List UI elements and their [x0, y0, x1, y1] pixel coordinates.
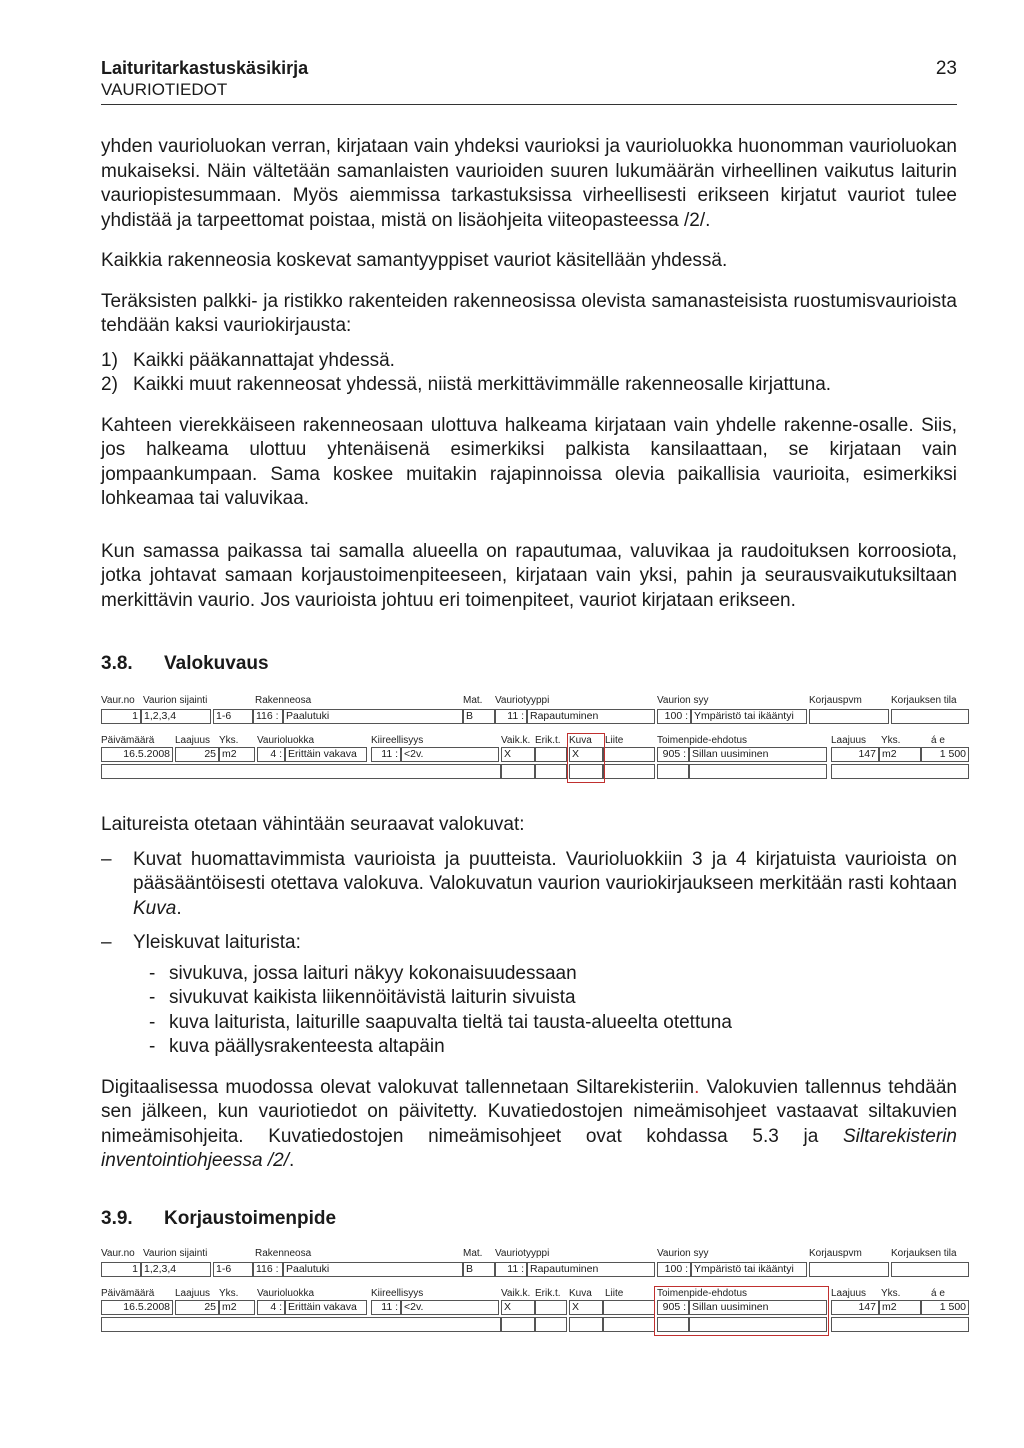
label-vaur-no: Vaur.no: [101, 695, 135, 706]
field-sijainti[interactable]: 1,2,3,4: [141, 709, 211, 724]
field-syy-code[interactable]: 100 :: [657, 1262, 691, 1277]
label-ae: á e: [931, 735, 945, 746]
field-liite[interactable]: [603, 747, 655, 762]
label-vaikk: Vaik.k.: [501, 1287, 531, 1299]
sub-text: kuva päällysrakenteesta altapäin: [169, 1036, 445, 1057]
field-yks[interactable]: m2: [219, 1300, 255, 1315]
label-syy: Vaurion syy: [657, 695, 709, 706]
field-mat[interactable]: B: [463, 709, 495, 724]
label-vaurioluokka: Vaurioluokka: [257, 735, 315, 746]
field-luokka-name[interactable]: Erittäin vakava: [285, 1300, 367, 1315]
label-yks: Yks.: [219, 735, 239, 746]
label-toimenpide: Toimenpide-ehdotus: [657, 1287, 748, 1299]
sub-bullet: -: [149, 987, 156, 1008]
label-erikt: Erik.t.: [535, 735, 561, 746]
label-sijainti: Vaurion sijainti: [143, 695, 208, 706]
field-rak-code[interactable]: 116 :: [253, 1262, 283, 1277]
label-vaurioluokka: Vaurioluokka: [257, 1287, 315, 1299]
list-text: Kaikki muut rakenneosat yhdessä, niistä merkittävimmälle rakenneosalle kirjattuna.: [133, 374, 832, 395]
field-kiire-code[interactable]: 11 :: [371, 1300, 401, 1315]
photo-item-text: Yleiskuvat laiturista:: [133, 932, 301, 953]
label-syy: Vaurion syy: [657, 1247, 709, 1259]
photo-item-2: [101, 931, 957, 956]
paragraph-2: Kaikkia rakenneosia koskevat samantyyppiset vauriot käsitellään yhdessä.: [101, 250, 728, 271]
field-notes-erikt[interactable]: [535, 764, 567, 779]
label-mat: Mat.: [463, 695, 483, 706]
sub-item: [149, 986, 957, 1011]
numbered-list: [101, 349, 957, 398]
label-yks2: Yks.: [881, 735, 901, 746]
label-laajuus2: Laajuus: [831, 1287, 867, 1299]
text-span: Kuvat huomattavimmista vaurioista ja puutteista. Vaurioluokkiin 3 ja 4 kirjatuista vaurioista on pääsääntöisesti otettava valokuva. Valokuvatun vaurion vauriokirjaukseen merkitään rasti kohtaan: [133, 848, 957, 894]
field-toim-code[interactable]: 905 :: [657, 747, 689, 762]
text-span: .: [289, 1150, 295, 1171]
sub-text: sivukuva, jossa laituri näkyy kokonaisuudessaan: [169, 962, 577, 984]
section-heading-korjaustoimenpide: [101, 1208, 957, 1230]
section-number: 3.9.: [101, 1207, 133, 1229]
label-liite: Liite: [605, 1287, 624, 1299]
photo-item-text: [133, 848, 957, 922]
field-erikt[interactable]: [535, 1300, 567, 1315]
field-luokka-code[interactable]: 4 :: [257, 747, 285, 762]
field-range[interactable]: 1-6: [213, 1262, 253, 1277]
section-heading-valokuvaus: [101, 653, 957, 675]
label-kuva: Kuva: [569, 735, 592, 746]
list-item: [101, 349, 957, 374]
label-yks2: Yks.: [881, 1287, 901, 1299]
sub-bullet: -: [149, 962, 156, 984]
label-rakenneosa: Rakenneosa: [255, 695, 312, 706]
field-notes-toim[interactable]: [689, 764, 827, 779]
field-yks2[interactable]: m2: [879, 1300, 921, 1315]
field-sijainti[interactable]: 1,2,3,4: [141, 1262, 211, 1277]
label-kiireellisyys: Kiireellisyys: [371, 735, 424, 746]
highlight-toimenpide: [654, 1286, 829, 1336]
field-vaikk[interactable]: X: [501, 1300, 535, 1315]
label-yks: Yks.: [219, 1287, 239, 1299]
label-sijainti: Vaurion sijainti: [143, 1247, 208, 1259]
field-vaikk[interactable]: X: [501, 747, 535, 762]
field-notes-erikt[interactable]: [535, 1317, 567, 1332]
field-vaur-no[interactable]: 1: [101, 1262, 141, 1277]
label-ae: á e: [931, 1287, 945, 1299]
highlight-kuva: [567, 733, 605, 783]
dash-bullet: –: [101, 932, 112, 953]
field-luokka-code[interactable]: 4 :: [257, 1300, 285, 1315]
field-tyyppi-name[interactable]: Rapautuminen: [527, 1262, 655, 1277]
field-pvm[interactable]: 16.5.2008: [101, 747, 173, 762]
text-emphasis: Siltarekisterin inventointiohjeessa /2/: [101, 1125, 957, 1171]
field-toim-name[interactable]: Sillan uusiminen: [689, 1300, 827, 1315]
field-vaur-no[interactable]: 1: [101, 709, 141, 724]
paragraph-6: [101, 1076, 957, 1174]
label-rakenneosa: Rakenneosa: [255, 1247, 312, 1259]
field-liite[interactable]: [603, 1300, 655, 1315]
label-paivamaara: Päivämäärä: [101, 735, 155, 746]
damage-record-form-photo: [101, 695, 969, 785]
field-tyyppi-code[interactable]: 11 :: [495, 1262, 527, 1277]
field-notes-vaikk[interactable]: [501, 1317, 535, 1332]
text-span: Valokuvien tallennus tehdään sen jälkeen, kun vauriotiedot on päivitetty. Kuvatiedostojen nimeämisohjeet vastaavat siltakuvien nimeämisohjeita. Kuvatiedostojen nimeämisohjeet ovat kohdassa 5.3 ja: [101, 1076, 957, 1147]
label-laajuus: Laajuus: [175, 1287, 211, 1299]
field-mat[interactable]: B: [463, 1262, 495, 1277]
label-kuva: Kuva: [569, 1287, 592, 1299]
page-number: 23: [935, 58, 957, 79]
label-tila: Korjauksen tila: [891, 1247, 957, 1259]
document-page: [101, 56, 966, 1338]
field-notes-toim-code[interactable]: [657, 764, 689, 779]
field-notes-left[interactable]: [101, 764, 501, 779]
field-toim-name[interactable]: Sillan uusiminen: [689, 747, 827, 762]
field-rak-name[interactable]: Paalutuki: [283, 709, 463, 724]
field-laajuus[interactable]: 25: [175, 747, 219, 762]
field-notes-vaikk[interactable]: [501, 764, 535, 779]
paragraph-4: Kahteen vierekkäiseen rakenneosaan ulottuva halkeama kirjataan vain yhdelle rakenne-osalle. Siis, jos halkeama ulottuu yhtenäisenä esimerkiksi palkista kansilaattaan, se kirjataan vain jompaankumpaan. Sama koskee muitakin rajapinnoissa olevia paikallisia vaurioita, esimerkiksi lohkeamaa tai valuvikaa.: [101, 414, 957, 509]
field-syy-name[interactable]: Ympäristö tai ikääntyi: [691, 709, 807, 724]
sub-list: [149, 962, 957, 1060]
field-tyyppi-code[interactable]: 11 :: [495, 709, 527, 724]
label-laajuus: Laajuus: [175, 735, 211, 746]
section-number: 3.8.: [101, 653, 133, 674]
field-toim-code[interactable]: 905 :: [657, 1300, 689, 1315]
field-pvm[interactable]: 16.5.2008: [101, 1300, 173, 1315]
dash-bullet: –: [101, 848, 112, 870]
label-vauriotyyppi: Vauriotyyppi: [495, 1247, 550, 1259]
field-rak-name[interactable]: Paalutuki: [283, 1262, 463, 1277]
field-korjauspvm[interactable]: [809, 1262, 889, 1277]
field-notes-right[interactable]: [831, 764, 969, 779]
field-kuva[interactable]: X: [569, 747, 603, 762]
page-header: [101, 56, 957, 105]
sub-bullet: -: [149, 1036, 156, 1057]
paragraph-3: Teräksisten palkki- ja ristikko rakenteiden rakenneosissa olevista samanasteisista ruostumisvaurioista tehdään kaksi vauriokirjausta:: [101, 290, 957, 336]
field-erikt[interactable]: [535, 747, 567, 762]
field-luokka-name[interactable]: Erittäin vakava: [285, 747, 367, 762]
label-toimenpide: Toimenpide-ehdotus: [657, 735, 748, 746]
text-span-red: .: [694, 1076, 700, 1098]
damage-record-form-repair: [101, 1248, 969, 1338]
field-ae[interactable]: 1 500: [921, 1300, 969, 1315]
field-notes-left[interactable]: [101, 1317, 501, 1332]
label-mat: Mat.: [463, 1247, 483, 1259]
field-range[interactable]: 1-6: [213, 709, 253, 724]
label-liite: Liite: [605, 735, 624, 746]
sub-item: [149, 1035, 957, 1060]
field-notes-liite[interactable]: [603, 1317, 655, 1332]
section-title: Korjaustoimenpide: [164, 1207, 337, 1229]
field-notes-kuva[interactable]: [569, 1317, 603, 1332]
paragraph-1: yhden vaurioluokan verran, kirjataan vain yhdeksi vaurioksi ja vaurioluokka huonomman vaurioluokan mukaiseksi. Näin vältetään samanlaisten vaurioiden suuren lukumäärän virheellinen vaikutus laiturin vauriopistesummaan. Myös aiemmissa tarkastuksissa virheellisesti erikseen kirjatut vauriot tulee yhdistää ja tarpeettomat poistaa, mistä on lisäohjeita viiteopasteessa /2/.: [101, 136, 957, 231]
field-notes-liite[interactable]: [603, 764, 655, 779]
field-yks[interactable]: m2: [219, 747, 255, 762]
photo-intro: Laitureista otetaan vähintään seuraavat valokuvat:: [101, 814, 525, 835]
field-notes-right[interactable]: [831, 1317, 969, 1332]
label-vaur-no: Vaur.no: [101, 1247, 135, 1259]
sub-text: kuva laiturista, laiturille saapuvalta tieltä tai tausta-alueelta otettuna: [169, 1011, 732, 1033]
field-tyyppi-name[interactable]: Rapautuminen: [527, 709, 655, 724]
field-yks2[interactable]: m2: [879, 747, 921, 762]
field-rak-code[interactable]: 116 :: [253, 709, 283, 724]
field-tila[interactable]: [891, 709, 969, 724]
label-kiireellisyys: Kiireellisyys: [371, 1287, 424, 1299]
sub-item: [149, 962, 957, 987]
field-laajuus[interactable]: 25: [175, 1300, 219, 1315]
text-span: Digitaalisessa muodossa olevat valokuvat tallennetaan Siltarekisteriin: [101, 1076, 695, 1098]
label-vaikk: Vaik.k.: [501, 735, 531, 746]
field-syy-code[interactable]: 100 :: [657, 709, 691, 724]
list-item: [101, 373, 957, 398]
sub-item: [149, 1011, 957, 1036]
list-number: 2): [101, 374, 118, 395]
photo-item-1: [101, 848, 957, 922]
field-laajuus2[interactable]: 147: [831, 1300, 879, 1315]
label-laajuus2: Laajuus: [831, 735, 867, 746]
label-tila: Korjauksen tila: [891, 695, 957, 706]
list-text: Kaikki pääkannattajat yhdessä.: [133, 349, 395, 371]
chapter-title: VAURIOTIEDOT: [101, 80, 228, 99]
field-kiire-name[interactable]: <2v.: [401, 747, 499, 762]
field-tila[interactable]: [891, 1262, 969, 1277]
text-emphasis: Kuva: [133, 897, 177, 919]
field-laajuus2[interactable]: 147: [831, 747, 879, 762]
label-paivamaara: Päivämäärä: [101, 1287, 155, 1299]
label-vauriotyyppi: Vauriotyyppi: [495, 695, 550, 706]
field-korjauspvm[interactable]: [809, 709, 889, 724]
field-syy-name[interactable]: Ympäristö tai ikääntyi: [691, 1262, 807, 1277]
sub-bullet: -: [149, 1011, 156, 1033]
document-title: Laituritarkastuskäsikirja: [101, 58, 309, 78]
sub-text: sivukuvat kaikista liikennöitävistä laiturin sivuista: [169, 987, 576, 1008]
field-kiire-name[interactable]: <2v.: [401, 1300, 499, 1315]
text-span: .: [176, 897, 182, 919]
list-number: 1): [101, 349, 118, 371]
field-ae[interactable]: 1 500: [921, 747, 969, 762]
paragraph-5: Kun samassa paikassa tai samalla alueella on rapautumaa, valuvikaa ja raudoituksen korroosiota, jotka johtavat samaan korjaustoimenpiteeseen, kirjataan vain yksi, pahin ja seurausvaikutuksiltaan merkittävin vaurio. Jos vaurioista johtuu eri toimenpiteet, vauriot kirjataan erikseen.: [101, 540, 957, 611]
label-korjauspvm: Korjauspvm: [809, 695, 862, 706]
field-kiire-code[interactable]: 11 :: [371, 747, 401, 762]
label-erikt: Erik.t.: [535, 1287, 561, 1299]
label-korjauspvm: Korjauspvm: [809, 1247, 862, 1259]
section-title: Valokuvaus: [164, 653, 269, 674]
field-kuva[interactable]: X: [569, 1300, 603, 1315]
